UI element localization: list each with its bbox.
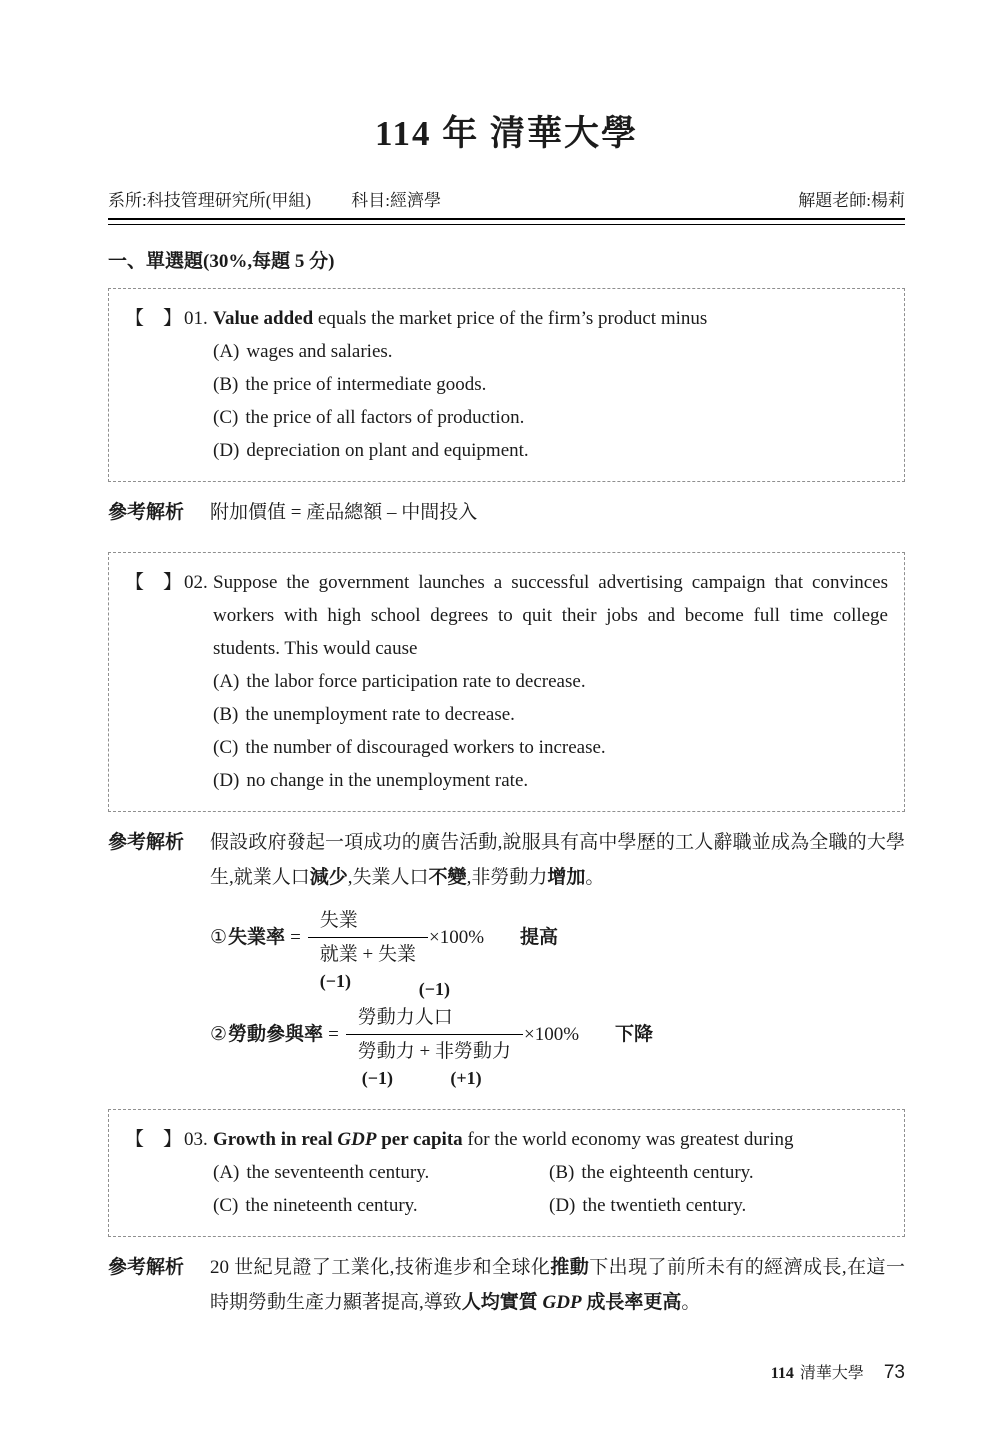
stem-text: equals the market price of the firm’s product minus (313, 308, 708, 329)
answer-slot-01 (125, 302, 213, 335)
question-number: 01. (184, 308, 208, 329)
analysis-02-paragraph (210, 825, 905, 895)
option-item (213, 1156, 549, 1189)
option-text: the price of all factors of production. (245, 407, 525, 428)
formula-index: ② (210, 1024, 228, 1045)
stem-bold-term: per capita (376, 1129, 463, 1150)
option-label: (B) (213, 704, 239, 725)
answer-slot-03 (125, 1123, 213, 1156)
question-number: 02. (184, 572, 208, 593)
question-box-01 (108, 288, 905, 482)
question-number: 03. (184, 1129, 208, 1150)
analysis-section-03 (108, 1250, 905, 1320)
option-item (125, 434, 888, 467)
fraction-numerator: 失業 (319, 910, 358, 931)
question-box-03 (108, 1109, 905, 1237)
analysis-label: 參考解析 (108, 832, 185, 853)
section-heading: 一、單選題(30%,每題 5 分) (108, 251, 335, 272)
analysis-03-text (210, 1250, 905, 1320)
answer-bracket: 【 】 (125, 1129, 183, 1150)
option-label: (A) (213, 341, 240, 362)
analysis-text: 。 (681, 1292, 701, 1313)
formula-index: ① (210, 927, 228, 948)
question-box-02 (108, 552, 905, 812)
fraction (308, 907, 428, 991)
fraction (346, 979, 523, 1088)
option-item (125, 401, 888, 434)
teacher-label: 解題老師:楊莉 (798, 191, 905, 210)
option-item (125, 698, 888, 731)
analysis-text: 20 世紀見證了工業化,技術進步和全球化 (210, 1257, 551, 1278)
formula-result: 下降 (615, 1024, 654, 1045)
analysis-formula-text: 附加價值 = 產品總額 – 中間投入 (210, 502, 478, 523)
analysis-text: 。 (585, 867, 605, 888)
analysis-bold-italic-term: GDP (542, 1292, 582, 1313)
option-text: depreciation on plant and equipment. (246, 440, 529, 461)
answer-bracket: 【 】 (125, 572, 183, 593)
stem-bold-term: Value added (213, 308, 314, 329)
answer-bracket: 【 】 (125, 308, 183, 329)
option-text: the nineteenth century. (245, 1195, 418, 1216)
analysis-bold-term: 推動 (550, 1257, 590, 1278)
header-double-rule (108, 218, 905, 225)
analysis-label: 參考解析 (108, 502, 185, 523)
exam-info-left (108, 186, 441, 211)
stem-bold-term: Growth in real (213, 1129, 338, 1150)
option-label: (D) (213, 440, 240, 461)
option-label: (B) (213, 374, 239, 395)
formula-unemployment-rate (210, 907, 905, 991)
option-item (125, 368, 888, 401)
denominator-change-note-2: (+1) (450, 1068, 482, 1088)
analysis-02-body (210, 825, 905, 1099)
question-01-row (125, 302, 888, 335)
analysis-section-02 (108, 825, 905, 1099)
dept-label: 系所:科技管理研究所(甲組) (108, 191, 312, 210)
page-title: 114 年 清華大學 (374, 114, 639, 153)
denominator-change-note: (−1) (319, 971, 352, 991)
fraction-numerator: 勞動力人口 (357, 1007, 453, 1028)
option-item (125, 764, 888, 797)
option-label: (A) (213, 671, 240, 692)
question-03-stem (213, 1123, 888, 1156)
analysis-section-01 (108, 495, 905, 530)
option-item (549, 1189, 888, 1222)
option-text: wages and salaries. (246, 341, 393, 362)
equals-sign: = (290, 927, 301, 948)
analysis-label: 參考解析 (108, 1257, 185, 1278)
option-label: (A) (213, 1162, 240, 1183)
formula-result: 提高 (520, 927, 559, 948)
analysis-bold-term: 減少 (309, 867, 348, 888)
option-label: (D) (213, 770, 240, 791)
analysis-text: 下出現了前所未有的經濟成長,在這一時期勞動生產力顯著提高,導致 (210, 1257, 905, 1313)
question-01-stem (213, 302, 888, 335)
analysis-bold-term: 不變 (428, 867, 467, 888)
equals-sign: = (328, 1024, 339, 1045)
option-item (125, 665, 888, 698)
option-text: the number of discouraged workers to increase. (245, 737, 606, 758)
option-label: (C) (213, 1195, 239, 1216)
exam-info-row (108, 186, 905, 211)
analysis-bold-term: 成長率更高 (581, 1292, 682, 1313)
stem-bold-italic-term: GDP (337, 1129, 377, 1150)
option-text: the price of intermediate goods. (245, 374, 487, 395)
option-item (125, 335, 888, 368)
numerator-change-note: (−1) (418, 979, 451, 999)
option-text: no change in the unemployment rate. (246, 770, 529, 791)
question-02-stem: Suppose the government launches a successful advertising campaign that convinces workers with high school degrees to quit their jobs and become full time college students. This would cause (213, 572, 888, 659)
option-label: (C) (213, 737, 239, 758)
option-item (549, 1156, 888, 1189)
options-grid (125, 1156, 888, 1222)
times-100-percent: ×100% (429, 927, 485, 948)
option-text: the unemployment rate to decrease. (245, 704, 515, 725)
question-02-row (125, 566, 888, 665)
analysis-text: ,失業人口 (347, 867, 429, 888)
option-item (213, 1189, 549, 1222)
footer-school-name: 清華大學 (799, 1365, 864, 1382)
analysis-bold-term: 人均實質 (461, 1292, 543, 1313)
question-03-row (125, 1123, 888, 1156)
option-text: the twentieth century. (582, 1195, 747, 1216)
option-label: (B) (549, 1162, 575, 1183)
footer-book-year: 114 (770, 1365, 794, 1382)
answer-slot-02 (125, 566, 213, 665)
fraction-denominator: 勞動力 + 非勞動力 (346, 1034, 523, 1065)
stem-text: for the world economy was greatest during (462, 1129, 794, 1150)
option-text: the seventeenth century. (246, 1162, 430, 1183)
option-label: (D) (549, 1195, 576, 1216)
fraction-denominator: 就業 + 失業 (308, 937, 428, 968)
page-footer (108, 1320, 905, 1384)
formula-name: 勞動參與率 (228, 1024, 324, 1045)
analysis-bold-term: 增加 (547, 867, 586, 888)
formula-name: 失業率 (228, 927, 286, 948)
option-text: the eighteenth century. (581, 1162, 754, 1183)
option-text: the labor force participation rate to decrease. (246, 671, 586, 692)
formula-labor-participation-rate (210, 979, 905, 1088)
footer-page-number: 73 (883, 1362, 905, 1383)
subject-label: 科目:經濟學 (351, 191, 442, 210)
analysis-text: ,非勞動力 (466, 867, 548, 888)
times-100-percent: ×100% (524, 1024, 580, 1045)
option-label: (C) (213, 407, 239, 428)
denominator-change-note-1: (−1) (361, 1068, 394, 1088)
option-item (125, 731, 888, 764)
analysis-text: 假設政府發起一項成功的廣告活動,說服具有高中學歷的工人辭職並成為全職的大學生,就業人口 (210, 832, 905, 888)
analysis-01-text (210, 495, 905, 530)
